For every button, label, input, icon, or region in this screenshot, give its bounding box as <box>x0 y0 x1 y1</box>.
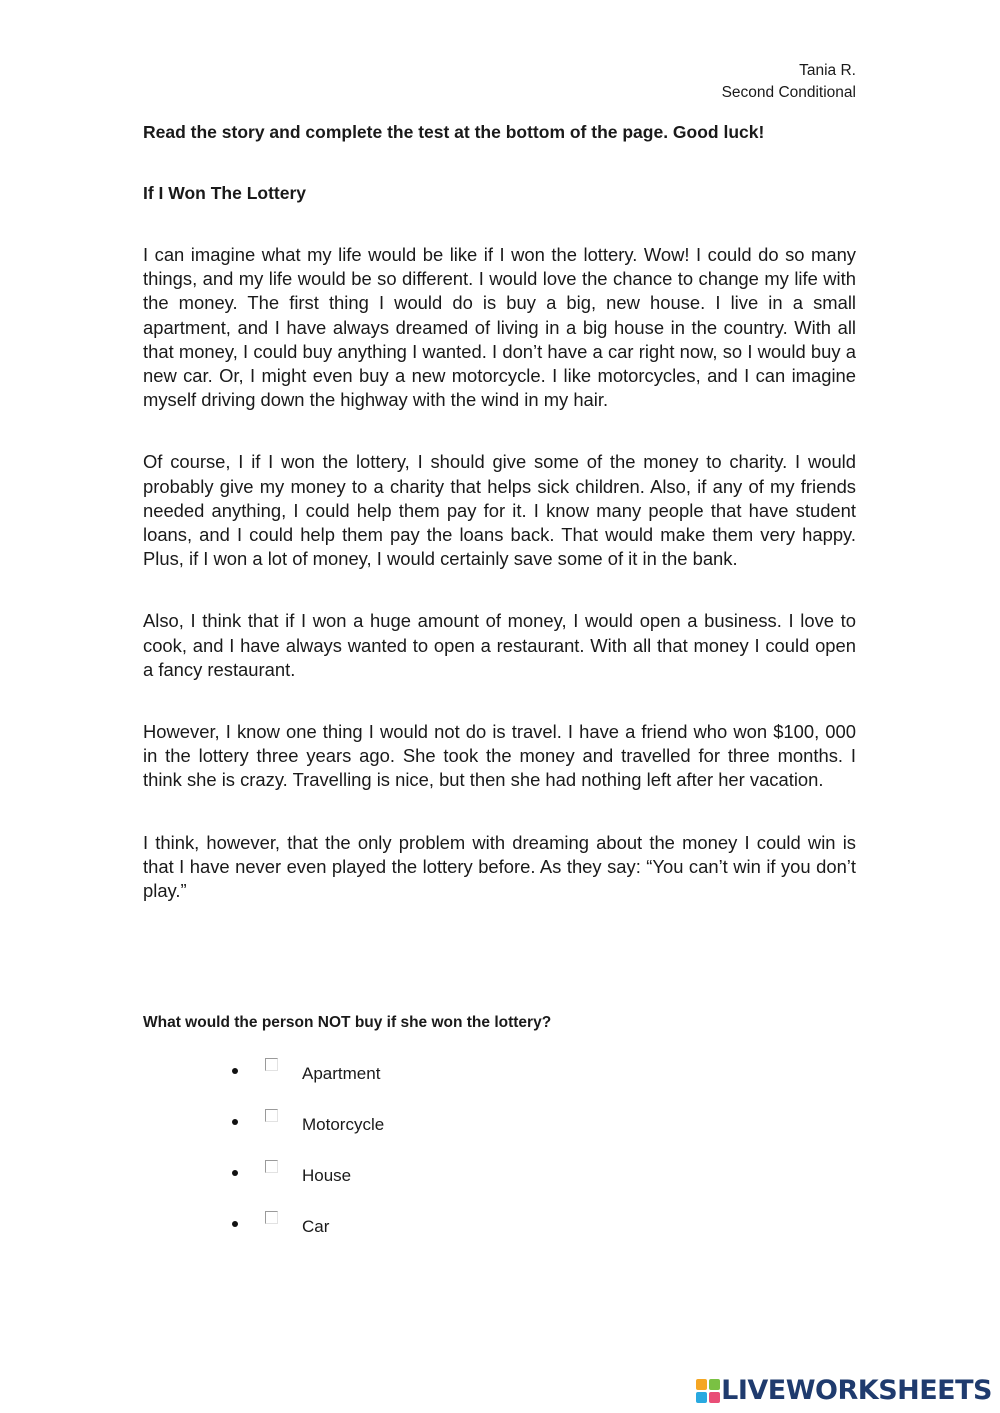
instruction-text: Read the story and complete the test at the bottom of the page. Good luck! <box>143 122 765 142</box>
story-paragraph: However, I know one thing I would not do is travel. I have a friend who won $100, 000 in the lottery three years ago. She took the money and travelled for three months. I think she is crazy. Travelling is nice, but then she had nothing left after her vacation. <box>143 721 856 791</box>
option-label: Car <box>302 1217 330 1236</box>
liveworksheets-logo-icon <box>696 1379 720 1403</box>
document-header <box>722 60 856 104</box>
option-label: Apartment <box>302 1064 381 1083</box>
story-paragraph: Of course, I if I won the lottery, I should give some of the money to charity. I would probably give my money to a charity that helps sick children. Also, if any of my friends needed anything, I could help them pay for it. I know many people that have student loans, and I could help them pay the loans back. That would make them very happy. Plus, if I won a lot of money, I would certainly save some of it in the bank. <box>143 451 856 570</box>
author-name: Tania R. <box>799 62 856 79</box>
quiz-question: What would the person NOT buy if she won the lottery? <box>143 1014 552 1031</box>
brand-name: LIVEWORKSHEETS <box>721 1375 992 1406</box>
story-paragraph: Also, I think that if I won a huge amount of money, I would open a business. I love to cook, and I have always wanted to open a restaurant. With all that money I could open a fancy restaurant. <box>143 610 856 680</box>
checkbox-motorcycle[interactable] <box>265 1109 278 1122</box>
liveworksheets-branding[interactable] <box>696 1374 992 1408</box>
option-label: House <box>302 1166 352 1185</box>
bullet-icon <box>232 1119 238 1125</box>
worksheet-topic: Second Conditional <box>721 84 856 101</box>
story-paragraph: I think, however, that the only problem with dreaming about the money I could win is that I have never even played the lottery before. As they say: “You can’t win if you don’t play.” <box>143 831 856 902</box>
checkbox-house[interactable] <box>265 1160 278 1173</box>
bullet-icon <box>232 1221 238 1227</box>
story-paragraph: I can imagine what my life would be like if I won the lottery. Wow! I could do so many things, and my life would be so different. I would love the chance to change my life with the money. The first thing I would do is buy a big, new house. I live in a small apartment, and I have always dreamed of living in a big house in the country. With all that money, I could buy anything I wanted. I don’t have a car right now, so I would buy a new car. Or, I might even buy a new motorcycle. I like motorcycles, and I can imagine myself driving down the highway with the wind in my hair. <box>143 244 856 411</box>
story-body <box>143 243 856 941</box>
checkbox-apartment[interactable] <box>265 1058 278 1071</box>
option-label: Motorcycle <box>302 1115 385 1134</box>
story-title: If I Won The Lottery <box>143 183 307 203</box>
bullet-icon <box>232 1068 238 1074</box>
checkbox-car[interactable] <box>265 1211 278 1224</box>
bullet-icon <box>232 1170 238 1176</box>
